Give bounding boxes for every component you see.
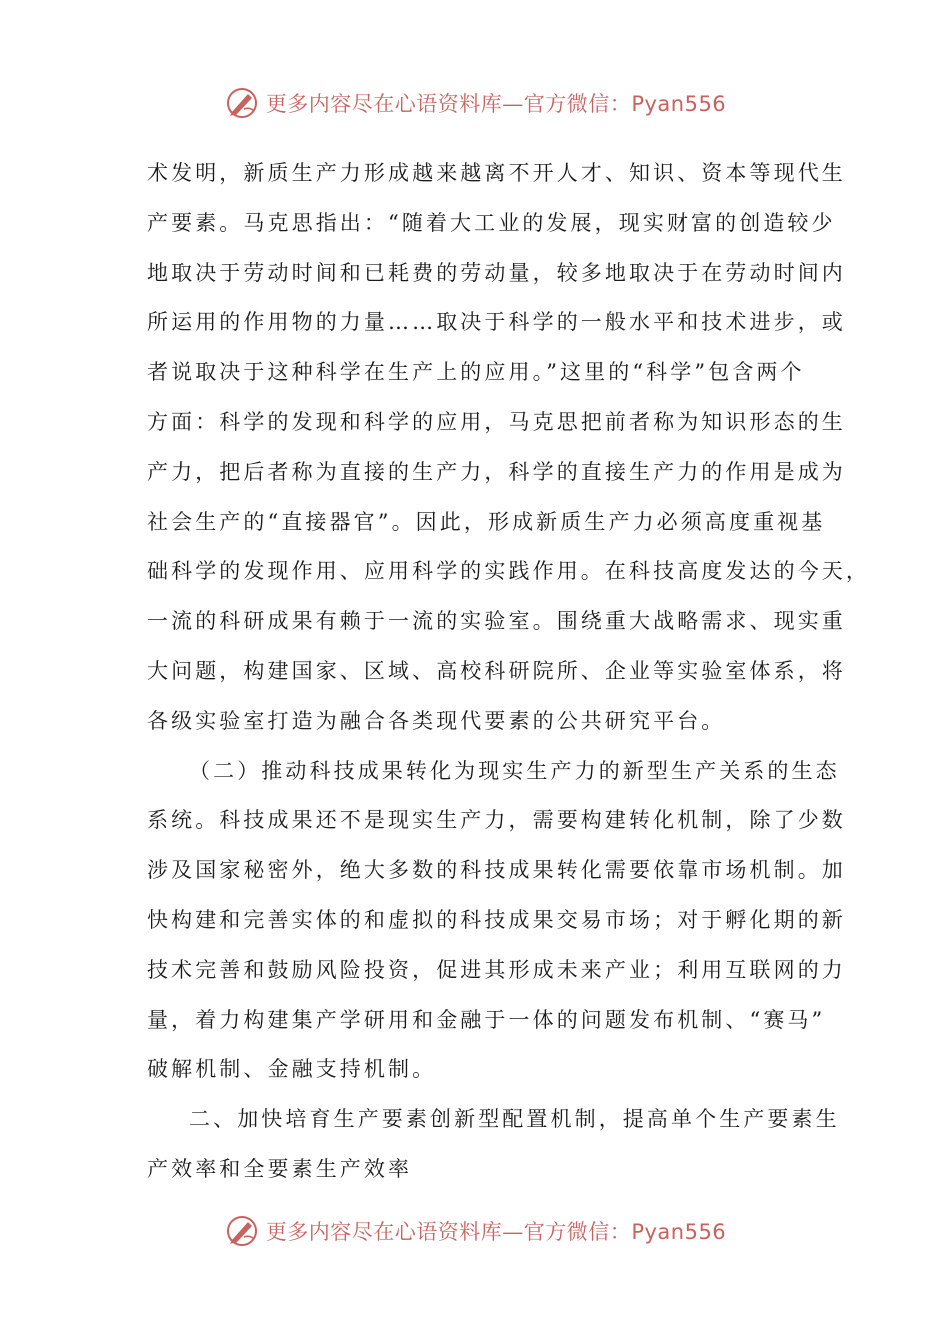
text-line: 者说取决于这种科学在生产上的应用。”这里的“科学”包含两个 [147, 360, 805, 385]
text-line: 术发明，新质生产力形成越来越离不开人才、知识、资本等现代生 [147, 161, 846, 185]
text-line: 社会生产的“直接器官”。因此，形成新质生产力必须高度重视基 [147, 509, 826, 534]
text-line: 快构建和完善实体的和虚拟的科技成果交易市场；对于孵化期的新 [147, 907, 846, 932]
footer-watermark-banner [0, 1208, 950, 1254]
text-line: 系统。科技成果还不是现实生产力，需要构建转化机制，除了少数 [147, 808, 846, 833]
text-line: 方面：科学的发现和科学的应用，马克思把前者称为知识形态的生 [147, 409, 846, 434]
text-line: 础科学的发现作用、应用科学的实践作用。在科技高度发达的今天， [147, 559, 870, 584]
text-line: 产力，把后者称为直接的生产力，科学的直接生产力的作用是成为 [147, 459, 846, 484]
wechat-id: Pyan556 [631, 92, 727, 116]
pen-logo-icon [224, 1213, 260, 1249]
text-line: 产要素。马克思指出：“随着大工业的发展，现实财富的创造较少 [147, 210, 836, 235]
text-line: 所运用的作用物的力量……取决于科学的一般水平和技术进步，或 [147, 310, 846, 335]
wechat-id: Pyan556 [631, 1220, 727, 1244]
section-heading-line: 二、加快培育生产要素创新型配置机制，提高单个生产要素生 [189, 1107, 840, 1132]
pen-logo-icon [224, 85, 260, 121]
document-body [147, 149, 870, 1195]
header-watermark-banner [0, 80, 950, 126]
text-line: 涉及国家秘密外，绝大多数的科技成果转化需要依靠市场机制。加 [147, 858, 846, 883]
text-line: 地取决于劳动时间和已耗费的劳动量，较多地取决于在劳动时间内 [147, 260, 846, 285]
banner-text: 更多内容尽在心语资料库—官方微信：Pyan556 [265, 92, 727, 116]
text-line: 一流的科研成果有赖于一流的实验室。围绕重大战略需求、现实重 [147, 609, 846, 634]
text-line: 产效率和全要素生产效率 [147, 1156, 413, 1181]
text-line: 技术完善和鼓励风险投资，促进其形成未来产业；利用互联网的力 [147, 957, 846, 982]
text-line: 量，着力构建集产学研用和金融于一体的问题发布机制、“赛马” [147, 1007, 826, 1032]
text-line: 大问题，构建国家、区域、高校科研院所、企业等实验室体系，将 [147, 658, 846, 683]
banner-text: 更多内容尽在心语资料库—官方微信：Pyan556 [265, 1220, 727, 1244]
text-line: 各级实验室打造为融合各类现代要素的公共研究平台。 [147, 708, 726, 733]
section-heading-line: （二）推动科技成果转化为现实生产力的新型生产关系的生态 [189, 758, 840, 783]
text-line: 破解机制、金融支持机制。 [147, 1057, 437, 1082]
